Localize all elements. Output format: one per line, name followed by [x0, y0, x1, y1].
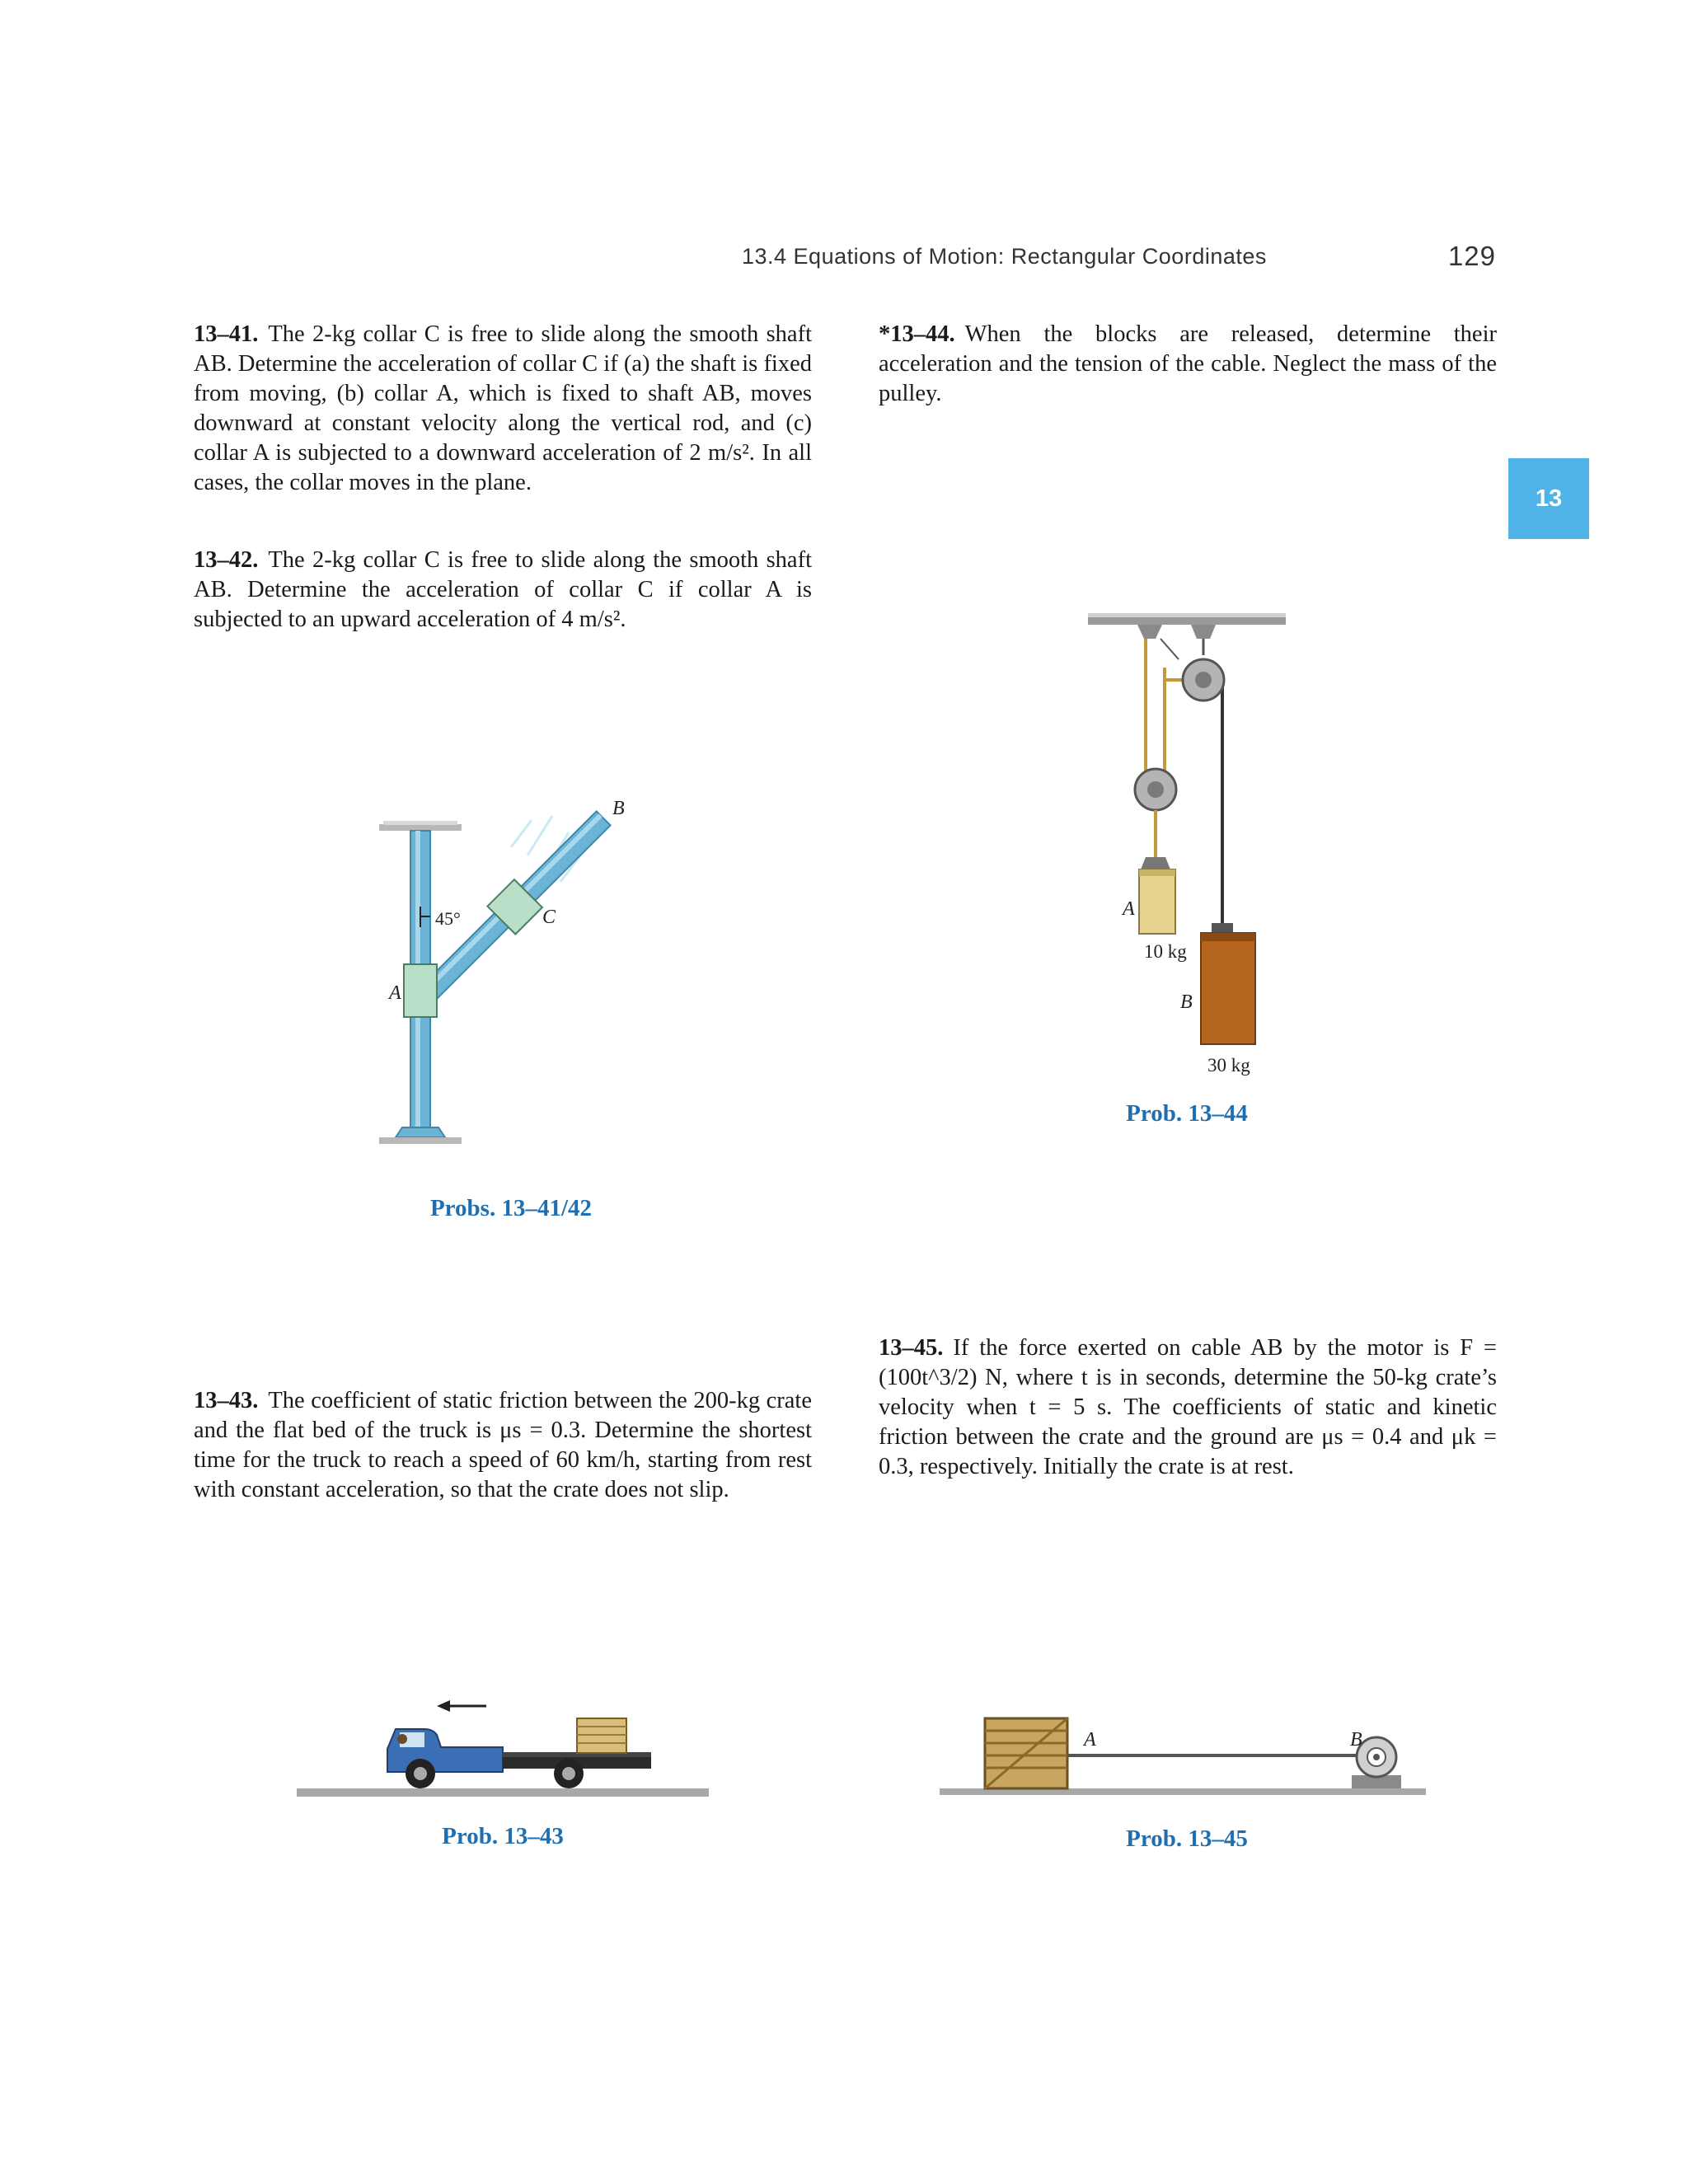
running-header: [742, 241, 1508, 274]
figure-caption: Prob. 13–43: [442, 1823, 564, 1849]
problem-13-41: [194, 320, 812, 498]
figure-caption: Probs. 13–41/42: [429, 1195, 593, 1221]
ground: [297, 1788, 709, 1797]
problem-number: 13–41.: [194, 321, 259, 347]
ceiling: [1088, 616, 1286, 625]
chapter-tab: 13: [1508, 458, 1589, 539]
figure-caption: Prob. 13–45: [1126, 1825, 1248, 1852]
figure-crate-motor: [940, 1706, 1434, 1813]
problem-number: 13–42.: [194, 547, 259, 573]
label-a: A: [1123, 898, 1135, 920]
shaft-ab: [415, 804, 617, 1007]
ceiling-plate: [379, 824, 462, 831]
problem-text: When the blocks are released, determine their acceleration and the tension of the cable. Neglect the mass of the pulley.: [879, 321, 1497, 406]
label-b: B: [612, 798, 625, 819]
label-c: C: [542, 907, 556, 928]
mass-a-label: 10 kg: [1144, 941, 1187, 962]
problem-13-45: [879, 1333, 1497, 1482]
block-b: [1201, 933, 1255, 1044]
problem-number: 13–45.: [879, 1335, 944, 1361]
figure-truck: [297, 1681, 709, 1821]
label-a: A: [389, 982, 401, 1004]
label-a: A: [1084, 1729, 1096, 1750]
problem-number: *13–44.: [879, 321, 955, 347]
arrow-icon: [437, 1700, 450, 1712]
angle-label: 45°: [435, 908, 461, 929]
problem-text: The 2-kg collar C is free to slide along the smooth shaft AB. Determine the acceleration of collar C if (a) the shaft is fixed from moving, (b) collar A, which is fixed to shaft AB, moves downward at constant velocity along the vertical rod, and (c) collar A is subjected to a downward acceleration of 2 m/s². In all cases, the collar moves in the plane.: [194, 321, 812, 495]
block-a: [1139, 869, 1175, 934]
mass-b-label: 30 kg: [1207, 1055, 1250, 1076]
problem-text: The coefficient of static friction between the 200-kg crate and the flat bed of the truck is μs = 0.3. Determine the shortest time for the truck to reach a speed of 60 km/h, starting from rest with constant acceleration, so that the crate does not slip.: [194, 1388, 812, 1502]
figure-pulley-blocks: [1080, 610, 1294, 1088]
page-number: 129: [1447, 241, 1496, 271]
problem-13-44: [879, 320, 1497, 409]
problem-text: If the force exerted on cable AB by the motor is F = (100t^3/2) N, where t is in seconds, determine the 50-kg crate’s velocity when t = 5 s. The coefficients of static and kinetic friction between the crate and the ground are μs = 0.4 and μk = 0.3, respectively. Initially the crate is at rest.: [879, 1335, 1497, 1479]
collar-a: [404, 964, 437, 1017]
problem-13-43: [194, 1386, 812, 1505]
problem-number: 13–43.: [194, 1388, 259, 1413]
figure-collar-shaft: [354, 791, 684, 1179]
floor-plate: [379, 1137, 462, 1144]
section-title: 13.4 Equations of Motion: Rectangular Coordinates: [742, 244, 1267, 269]
problem-13-42: [194, 546, 812, 635]
problem-text: The 2-kg collar C is free to slide along the smooth shaft AB. Determine the acceleration of collar C if collar A is subjected to an upward acceleration of 4 m/s².: [194, 547, 812, 632]
label-b: B: [1180, 991, 1193, 1013]
label-b: B: [1350, 1729, 1362, 1750]
figure-caption: Prob. 13–44: [1126, 1100, 1248, 1127]
